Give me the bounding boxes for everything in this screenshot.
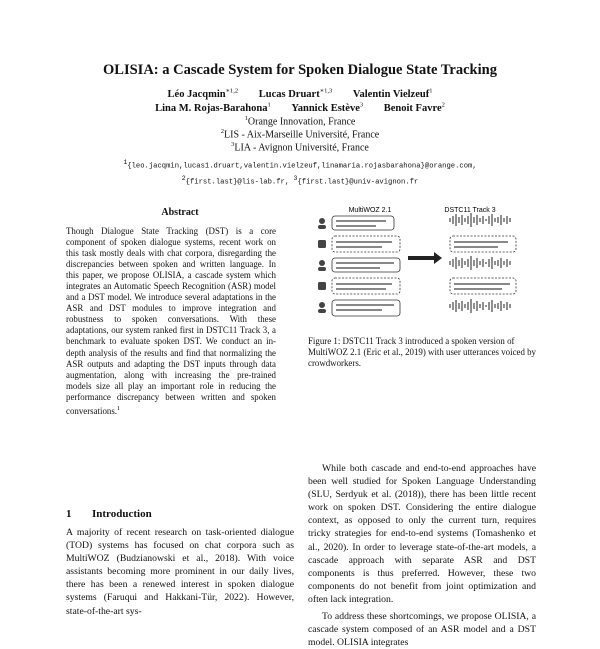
waveform-icon (450, 213, 510, 313)
author: Lina M. Rojas-Barahona$^1$ (155, 101, 271, 114)
author-emails: $^1${leo.jacqmin,lucas1.druart,valentin.vielzeuf,linamaria.rojasbarahona}@orange.com, (123, 159, 477, 171)
author-emails: $^2${first.last}@lis-lab.fr, $^3${first.last}@univ-avignon.fr (181, 175, 419, 187)
intro-paragraph: A majority of recent research on task-oriented dialogue (TOD) systems has focused on chat corpora such as MultiWOZ (Budzianowski et al., 2018). With voice assistants becoming more prominent in our daily lives, there has been a renewed interest in spoken dialogue systems (Faruqui and Hakkani-Tür, 2022). However, state-of-the-art sys- (66, 527, 294, 617)
authors-row-1 (0, 86, 600, 100)
section-heading-introduction: 1 Introduction (66, 508, 152, 520)
author: Lucas Druart$^{∗1,3}$ (258, 87, 333, 100)
author: Valentin Vielzeuf$^1$ (352, 87, 433, 100)
authors-row-2 (0, 101, 600, 114)
figure-caption: Figure 1: DSTC11 Track 3 introduced a spoken version of MultiWOZ 2.1 (Eric et al., 2019) with user utterances voiced by crowdworkers. (308, 336, 536, 368)
author: Benoit Favre$^2$ (383, 101, 445, 114)
affiliation: $^3$LIA - Avignon Université, France (231, 141, 369, 154)
author: Léo Jacqmin$^{∗1,2}$ (167, 87, 239, 100)
right-column-body (308, 462, 536, 649)
figure-label-multiwoz: MultiWOZ 2.1 (348, 207, 392, 214)
left-dialogue (332, 216, 400, 316)
arrow-icon (408, 252, 442, 264)
abstract-body: Though Dialogue State Tracking (DST) is a core component of spoken dialogue systems, recent work on this task mostly deals with chat corpora, disregarding the discrepancies between spoken and written language. In this paper, we propose OLISIA, a cascade system which integrates an Automatic Speech Recognition (ASR) model and a DST model. We introduce several adaptations in the ASR and DST modules to improve integration and robustness to spoken conversations. With these adaptations, our system ranked first in DSTC11 Track 3, a benchmark to evaluate spoken DST. We conduct an in-depth analysis of the results and find that normalizing the ASR outputs and adapting the DST inputs through data augmentation, along with increasing the pre-trained models size all play an important role in reducing the performance discrepancy between written and spoken conversations.$^1$ (66, 226, 276, 416)
paper-title: OLISIA: a Cascade System for Spoken Dialogue State Tracking (103, 62, 497, 78)
figure-label-dstc11: DSTC11 Track 3 (444, 207, 496, 214)
abstract-heading: Abstract (161, 207, 199, 218)
author: Yannick Estève$^3$ (291, 101, 364, 114)
figure-1 (310, 202, 536, 330)
paragraph: While both cascade and end-to-end approaches have been well studied for Spoken Language Understanding (SLU, Serdyuk et al. (2018)), there has been little recent work on spoken DST. Considering the entire dialogue context, as opposed to only the current turn, requires tricky strategies for end-to-end systems (Tomashenko et al., 2020). In order to leverage state-of-the-art models, a cascade approach with separate ASR and DST components is thus preferred. However, these two components do not benefit from joint optimization and often lack integration. (308, 463, 536, 605)
affiliation: $^2$LIS - Aix-Marseille Université, France (220, 128, 380, 141)
paragraph: To address these shortcomings, we propose OLISIA, a cascade system composed of an ASR model and a DST model. OLISIA integrates (308, 611, 536, 649)
affiliation: $^1$Orange Innovation, France (244, 115, 356, 128)
